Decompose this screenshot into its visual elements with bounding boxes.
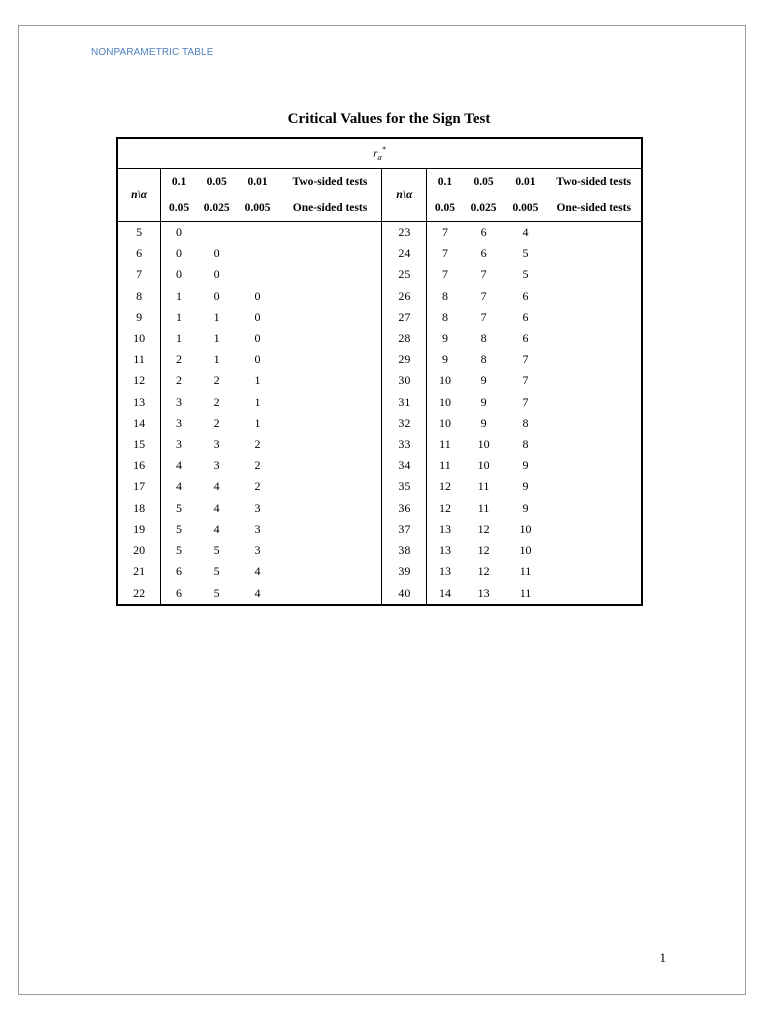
empty-cell bbox=[546, 519, 642, 540]
value-cell bbox=[237, 243, 279, 264]
n-cell: 24 bbox=[382, 243, 427, 264]
value-cell: 14 bbox=[438, 585, 451, 600]
value-cell: 9 bbox=[441, 352, 448, 367]
value-cell: 13 bbox=[438, 564, 451, 579]
empty-cell bbox=[546, 434, 642, 455]
header-cell: 0.05 bbox=[427, 195, 463, 222]
value-cell: 10 bbox=[519, 543, 532, 558]
header-cell: Two-sided tests bbox=[556, 176, 632, 189]
value-cell: 7 bbox=[480, 288, 487, 303]
value-cell: 10 bbox=[438, 394, 451, 409]
table-row bbox=[117, 222, 642, 244]
value-cell: 1 bbox=[213, 352, 220, 367]
empty-cell bbox=[278, 519, 381, 540]
document-page bbox=[18, 25, 746, 995]
value-cell: 6 bbox=[480, 225, 487, 240]
value-cell: 9 bbox=[522, 458, 529, 473]
symbol-base: r bbox=[373, 147, 378, 160]
n-cell: 5 bbox=[117, 222, 161, 244]
n-cell: 32 bbox=[382, 413, 427, 434]
value-cell: 0 bbox=[176, 267, 182, 282]
value-cell: 3 bbox=[213, 458, 220, 473]
empty-cell bbox=[546, 392, 642, 413]
value-cell: 12 bbox=[477, 564, 490, 579]
value-cell: 12 bbox=[477, 543, 490, 558]
value-cell: 0 bbox=[213, 246, 220, 261]
value-cell: 0 bbox=[213, 267, 220, 282]
value-cell: 10 bbox=[438, 415, 451, 430]
empty-cell bbox=[546, 476, 642, 497]
n-cell: 12 bbox=[117, 370, 161, 391]
value-cell: 1 bbox=[213, 309, 220, 324]
value-cell: 4 bbox=[176, 458, 182, 473]
value-cell: 1 bbox=[254, 394, 261, 409]
value-cell: 7 bbox=[522, 373, 529, 388]
value-cell: 12 bbox=[438, 500, 451, 515]
value-cell: 4 bbox=[213, 500, 220, 515]
value-cell: 8 bbox=[441, 288, 448, 303]
symbol-superscript: * bbox=[381, 145, 386, 154]
empty-cell bbox=[278, 328, 381, 349]
empty-cell bbox=[546, 370, 642, 391]
value-cell: 10 bbox=[519, 521, 532, 536]
empty-cell bbox=[278, 561, 381, 582]
value-cell: 4 bbox=[254, 564, 261, 579]
n-cell: 17 bbox=[117, 476, 161, 497]
value-cell: 7 bbox=[522, 394, 529, 409]
table-row bbox=[117, 519, 642, 540]
value-cell: 4 bbox=[522, 225, 529, 240]
empty-cell bbox=[278, 498, 381, 519]
value-cell: 4 bbox=[213, 521, 220, 536]
value-cell: 6 bbox=[522, 331, 529, 346]
value-cell: 4 bbox=[213, 479, 220, 494]
value-cell: 3 bbox=[254, 500, 261, 515]
empty-cell bbox=[278, 264, 381, 285]
value-cell: 11 bbox=[477, 479, 490, 494]
n-cell: 8 bbox=[117, 286, 161, 307]
value-cell: 7 bbox=[441, 267, 448, 282]
n-alpha-label-left: n\α bbox=[117, 169, 161, 222]
value-cell: 7 bbox=[522, 352, 529, 367]
value-cell: 1 bbox=[254, 415, 261, 430]
empty-cell bbox=[546, 264, 642, 285]
value-cell: 2 bbox=[213, 373, 220, 388]
empty-cell bbox=[546, 561, 642, 582]
table-row bbox=[117, 540, 642, 561]
header-cell: 0.05 bbox=[473, 176, 494, 189]
value-cell: 3 bbox=[213, 437, 220, 452]
header-cell: 0.025 bbox=[197, 195, 237, 222]
table-row bbox=[117, 498, 642, 519]
n-cell: 38 bbox=[382, 540, 427, 561]
n-cell: 16 bbox=[117, 455, 161, 476]
critical-value-symbol bbox=[373, 139, 385, 168]
value-cell: 9 bbox=[480, 415, 487, 430]
page-number: 1 bbox=[659, 950, 666, 965]
n-cell: 39 bbox=[382, 561, 427, 582]
value-cell: 0 bbox=[254, 288, 261, 303]
n-cell: 31 bbox=[382, 392, 427, 413]
value-cell: 12 bbox=[438, 479, 451, 494]
value-cell: 2 bbox=[213, 415, 220, 430]
value-cell: 7 bbox=[441, 246, 448, 261]
table-row bbox=[117, 328, 642, 349]
header-cell: 0.05 bbox=[206, 176, 227, 189]
header-cell: 0.05 bbox=[161, 195, 197, 222]
empty-cell bbox=[278, 476, 381, 497]
value-cell: 10 bbox=[477, 437, 490, 452]
value-cell: 3 bbox=[254, 521, 261, 536]
value-cell bbox=[237, 264, 279, 285]
empty-cell bbox=[546, 455, 642, 476]
table-row bbox=[117, 392, 642, 413]
n-cell: 15 bbox=[117, 434, 161, 455]
header-cell: 0.1 bbox=[171, 176, 187, 189]
header-cell: 0.005 bbox=[505, 195, 547, 222]
table-row bbox=[117, 286, 642, 307]
value-cell: 5 bbox=[522, 246, 529, 261]
critical-value-symbol-row bbox=[117, 138, 642, 169]
value-cell: 3 bbox=[254, 543, 261, 558]
value-cell: 8 bbox=[522, 415, 529, 430]
n-cell: 20 bbox=[117, 540, 161, 561]
value-cell: 5 bbox=[176, 521, 182, 536]
n-cell: 14 bbox=[117, 413, 161, 434]
empty-cell bbox=[546, 498, 642, 519]
empty-cell bbox=[278, 434, 381, 455]
value-cell: 7 bbox=[441, 225, 448, 240]
n-cell: 26 bbox=[382, 286, 427, 307]
table-row bbox=[117, 370, 642, 391]
empty-cell bbox=[278, 370, 381, 391]
value-cell: 9 bbox=[441, 331, 448, 346]
value-cell: 7 bbox=[480, 267, 487, 282]
empty-cell bbox=[546, 307, 642, 328]
sign-test-table bbox=[116, 137, 643, 606]
value-cell: 8 bbox=[480, 352, 487, 367]
table-row bbox=[117, 476, 642, 497]
table-title: Critical Values for the Sign Test bbox=[287, 111, 491, 127]
value-cell: 4 bbox=[254, 585, 261, 600]
value-cell: 5 bbox=[176, 543, 182, 558]
n-cell: 30 bbox=[382, 370, 427, 391]
empty-cell bbox=[546, 540, 642, 561]
empty-cell bbox=[546, 286, 642, 307]
header-cell: 0.1 bbox=[437, 176, 453, 189]
table-row bbox=[117, 349, 642, 370]
value-cell: 1 bbox=[176, 309, 182, 324]
value-cell: 1 bbox=[254, 373, 261, 388]
empty-cell bbox=[278, 286, 381, 307]
n-cell: 29 bbox=[382, 349, 427, 370]
empty-cell bbox=[278, 540, 381, 561]
n-cell: 13 bbox=[117, 392, 161, 413]
value-cell: 0 bbox=[254, 331, 261, 346]
n-cell: 11 bbox=[117, 349, 161, 370]
value-cell: 5 bbox=[176, 500, 182, 515]
value-cell: 11 bbox=[519, 564, 532, 579]
table-row bbox=[117, 583, 642, 605]
value-cell: 10 bbox=[477, 458, 490, 473]
n-cell: 21 bbox=[117, 561, 161, 582]
value-cell: 6 bbox=[480, 246, 487, 261]
value-cell: 5 bbox=[213, 543, 220, 558]
header-cell: 0.025 bbox=[463, 195, 505, 222]
value-cell: 4 bbox=[176, 479, 182, 494]
n-cell: 10 bbox=[117, 328, 161, 349]
header-cell: Two-sided tests bbox=[292, 176, 368, 189]
n-cell: 9 bbox=[117, 307, 161, 328]
n-cell: 25 bbox=[382, 264, 427, 285]
value-cell: 3 bbox=[176, 415, 182, 430]
header-cell: One-sided tests bbox=[546, 195, 642, 222]
value-cell: 6 bbox=[522, 309, 529, 324]
empty-cell bbox=[546, 349, 642, 370]
n-cell: 6 bbox=[117, 243, 161, 264]
n-cell: 36 bbox=[382, 498, 427, 519]
empty-cell bbox=[546, 583, 642, 605]
header-cell: 0.01 bbox=[247, 176, 268, 189]
value-cell bbox=[197, 222, 237, 244]
n-cell: 18 bbox=[117, 498, 161, 519]
value-cell bbox=[237, 222, 279, 244]
header-cell: 0.005 bbox=[237, 195, 279, 222]
empty-cell bbox=[278, 583, 381, 605]
value-cell: 5 bbox=[213, 585, 220, 600]
value-cell: 11 bbox=[439, 437, 451, 452]
value-cell: 2 bbox=[213, 394, 220, 409]
value-cell: 13 bbox=[438, 543, 451, 558]
value-cell: 3 bbox=[176, 394, 182, 409]
value-cell: 5 bbox=[213, 564, 220, 579]
table-row bbox=[117, 307, 642, 328]
table-row bbox=[117, 243, 642, 264]
value-cell: 0 bbox=[254, 352, 261, 367]
value-cell: 2 bbox=[176, 352, 182, 367]
symbol-subscript: α bbox=[377, 152, 382, 162]
value-cell: 8 bbox=[522, 437, 529, 452]
value-cell: 9 bbox=[522, 500, 529, 515]
value-cell: 2 bbox=[254, 437, 261, 452]
value-cell: 12 bbox=[477, 521, 490, 536]
value-cell: 11 bbox=[519, 585, 532, 600]
n-cell: 23 bbox=[382, 222, 427, 244]
value-cell: 9 bbox=[480, 394, 487, 409]
header-cell: One-sided tests bbox=[278, 195, 381, 222]
value-cell: 6 bbox=[522, 288, 529, 303]
value-cell: 1 bbox=[213, 331, 220, 346]
empty-cell bbox=[546, 222, 642, 244]
empty-cell bbox=[278, 307, 381, 328]
empty-cell bbox=[278, 222, 381, 244]
value-cell: 10 bbox=[438, 373, 451, 388]
value-cell: 2 bbox=[254, 479, 261, 494]
table-row bbox=[117, 264, 642, 285]
n-cell: 33 bbox=[382, 434, 427, 455]
empty-cell bbox=[546, 413, 642, 434]
value-cell: 8 bbox=[441, 309, 448, 324]
value-cell: 9 bbox=[522, 479, 529, 494]
n-cell: 7 bbox=[117, 264, 161, 285]
n-cell: 22 bbox=[117, 583, 161, 605]
empty-cell bbox=[278, 243, 381, 264]
empty-cell bbox=[278, 455, 381, 476]
value-cell: 6 bbox=[176, 585, 182, 600]
n-cell: 28 bbox=[382, 328, 427, 349]
two-sided-header-row bbox=[117, 169, 642, 196]
n-cell: 19 bbox=[117, 519, 161, 540]
empty-cell bbox=[278, 349, 381, 370]
value-cell: 2 bbox=[254, 458, 261, 473]
value-cell: 6 bbox=[176, 564, 182, 579]
table-row bbox=[117, 455, 642, 476]
value-cell: 1 bbox=[176, 331, 182, 346]
n-cell: 40 bbox=[382, 583, 427, 605]
n-alpha-label-right: n\α bbox=[382, 169, 427, 222]
empty-cell bbox=[546, 243, 642, 264]
empty-cell bbox=[278, 413, 381, 434]
empty-cell bbox=[278, 392, 381, 413]
n-cell: 35 bbox=[382, 476, 427, 497]
value-cell: 1 bbox=[176, 288, 182, 303]
value-cell: 9 bbox=[480, 373, 487, 388]
value-cell: 7 bbox=[480, 309, 487, 324]
value-cell: 0 bbox=[213, 288, 220, 303]
empty-cell bbox=[546, 328, 642, 349]
value-cell: 2 bbox=[176, 373, 182, 388]
page-header: NONPARAMETRIC TABLE bbox=[91, 47, 214, 58]
value-cell: 0 bbox=[254, 309, 261, 324]
value-cell: 0 bbox=[176, 225, 182, 240]
value-cell: 11 bbox=[439, 458, 451, 473]
table-row bbox=[117, 434, 642, 455]
n-cell: 34 bbox=[382, 455, 427, 476]
value-cell: 13 bbox=[477, 585, 490, 600]
n-cell: 37 bbox=[382, 519, 427, 540]
n-cell: 27 bbox=[382, 307, 427, 328]
value-cell: 0 bbox=[176, 246, 182, 261]
one-sided-header-row bbox=[117, 195, 642, 222]
table-row bbox=[117, 561, 642, 582]
header-cell: 0.01 bbox=[515, 176, 536, 189]
value-cell: 5 bbox=[522, 267, 529, 282]
table-row bbox=[117, 413, 642, 434]
value-cell: 11 bbox=[477, 500, 490, 515]
value-cell: 3 bbox=[176, 437, 182, 452]
value-cell: 8 bbox=[480, 331, 487, 346]
value-cell: 13 bbox=[438, 521, 451, 536]
